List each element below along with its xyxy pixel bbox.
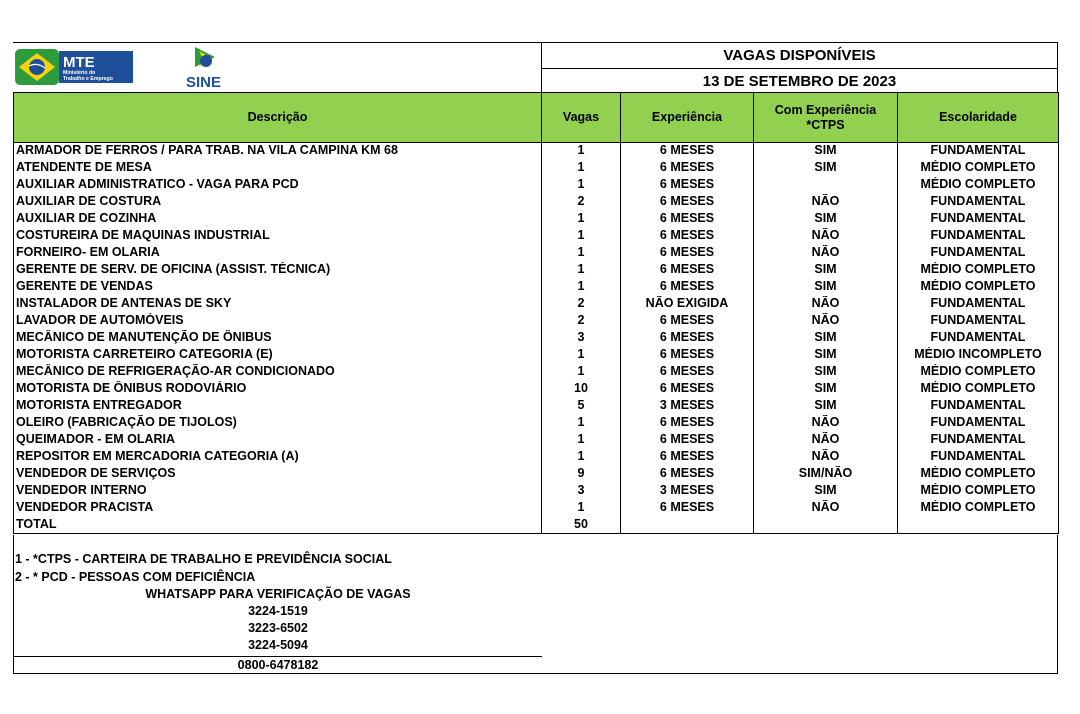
cell-escolaridade: FUNDAMENTAL <box>898 313 1059 330</box>
cell-escolaridade: FUNDAMENTAL <box>898 296 1059 313</box>
total-label: TOTAL <box>14 517 542 534</box>
page-date: 13 DE SETEMBRO DE 2023 <box>542 68 1057 93</box>
cell-experiencia: 6 MESES <box>621 381 754 398</box>
cell-descricao: ARMADOR DE FERROS / PARA TRAB. NA VILA CAMPINA KM 68 <box>14 143 542 160</box>
cell-descricao: MOTORISTA ENTREGADOR <box>14 398 542 415</box>
cell-vagas: 1 <box>542 228 621 245</box>
cell-experiencia: 6 MESES <box>621 279 754 296</box>
cell-descricao: MECÂNICO DE REFRIGERAÇÃO-AR CONDICIONADO <box>14 364 542 381</box>
cell-vagas: 9 <box>542 466 621 483</box>
table-row <box>14 211 1059 228</box>
cell-escolaridade: FUNDAMENTAL <box>898 432 1059 449</box>
logo-header <box>13 42 541 92</box>
cell-escolaridade: FUNDAMENTAL <box>898 330 1059 347</box>
cell-vagas: 1 <box>542 364 621 381</box>
cell-experiencia: NÃO EXIGIDA <box>621 296 754 313</box>
table-row <box>14 483 1059 500</box>
cell-vagas: 1 <box>542 347 621 364</box>
cell-ctps: NÃO <box>754 228 898 245</box>
cell-ctps: SIM <box>754 364 898 381</box>
table-row <box>14 364 1059 381</box>
cell-descricao: VENDEDOR INTERNO <box>14 483 542 500</box>
cell-ctps: SIM/NÃO <box>754 466 898 483</box>
total-vagas: 50 <box>542 517 621 534</box>
cell-descricao: COSTUREIRA DE MAQUINAS INDUSTRIAL <box>14 228 542 245</box>
cell-descricao: QUEIMADOR - EM OLARIA <box>14 432 542 449</box>
cell-ctps: SIM <box>754 347 898 364</box>
cell-experiencia: 6 MESES <box>621 262 754 279</box>
cell-escolaridade: MÉDIO COMPLETO <box>898 483 1059 500</box>
cell-experiencia: 6 MESES <box>621 143 754 160</box>
col-header-descricao: Descrição <box>14 93 542 143</box>
table-row <box>14 160 1059 177</box>
cell-escolaridade: FUNDAMENTAL <box>898 449 1059 466</box>
cell-ctps: SIM <box>754 279 898 296</box>
cell-descricao: GERENTE DE SERV. DE OFICINA (ASSIST. TÉCNICA) <box>14 262 542 279</box>
phone-4: 0800-6478182 <box>237 658 319 672</box>
cell-vagas: 1 <box>542 279 621 296</box>
cell-descricao: MOTORISTA CARRETEIRO CATEGORIA (E) <box>14 347 542 364</box>
cell-experiencia: 6 MESES <box>621 194 754 211</box>
cell-vagas: 1 <box>542 415 621 432</box>
table-header-row <box>14 93 1059 143</box>
cell-vagas: 1 <box>542 500 621 517</box>
mte-logo <box>15 47 133 87</box>
table-row <box>14 432 1059 449</box>
cell-escolaridade: FUNDAMENTAL <box>898 194 1059 211</box>
cell-ctps <box>754 177 898 194</box>
cell-experiencia: 6 MESES <box>621 466 754 483</box>
cell-vagas: 1 <box>542 143 621 160</box>
cell-vagas: 1 <box>542 245 621 262</box>
cell-experiencia: 6 MESES <box>621 228 754 245</box>
cell-descricao: AUXILIAR DE COSTURA <box>14 194 542 211</box>
table-row <box>14 228 1059 245</box>
total-exp <box>621 517 754 534</box>
col-header-experiencia: Experiência <box>621 93 754 143</box>
cell-ctps: SIM <box>754 330 898 347</box>
cell-escolaridade: MÉDIO COMPLETO <box>898 466 1059 483</box>
cell-experiencia: 6 MESES <box>621 313 754 330</box>
cell-experiencia: 3 MESES <box>621 483 754 500</box>
phone-2: 3223-6502 <box>248 621 308 635</box>
cell-escolaridade: MÉDIO COMPLETO <box>898 177 1059 194</box>
sine-logo-text: SINE <box>186 74 222 91</box>
cell-vagas: 1 <box>542 211 621 228</box>
cell-experiencia: 6 MESES <box>621 364 754 381</box>
table-row <box>14 398 1059 415</box>
cell-descricao: MECÂNICO DE MANUTENÇÃO DE ÔNIBUS <box>14 330 542 347</box>
cell-ctps: NÃO <box>754 432 898 449</box>
cell-vagas: 5 <box>542 398 621 415</box>
cell-vagas: 10 <box>542 381 621 398</box>
footer-divider <box>14 656 542 657</box>
cell-experiencia: 6 MESES <box>621 500 754 517</box>
cell-vagas: 1 <box>542 160 621 177</box>
table-row <box>14 262 1059 279</box>
col-header-ctps: Com Experiência *CTPS <box>754 93 898 143</box>
cell-ctps: NÃO <box>754 500 898 517</box>
table-row <box>14 143 1059 160</box>
cell-ctps: SIM <box>754 262 898 279</box>
cell-vagas: 1 <box>542 449 621 466</box>
cell-ctps: SIM <box>754 160 898 177</box>
cell-ctps: NÃO <box>754 194 898 211</box>
cell-escolaridade: MÉDIO INCOMPLETO <box>898 347 1059 364</box>
cell-ctps: SIM <box>754 381 898 398</box>
total-row <box>14 517 1059 534</box>
table-row <box>14 415 1059 432</box>
cell-escolaridade: MÉDIO COMPLETO <box>898 500 1059 517</box>
phone-3: 3224-5094 <box>248 638 308 652</box>
cell-ctps: SIM <box>754 398 898 415</box>
cell-ctps: NÃO <box>754 415 898 432</box>
cell-escolaridade: MÉDIO COMPLETO <box>898 160 1059 177</box>
cell-experiencia: 3 MESES <box>621 398 754 415</box>
cell-descricao: AUXILIAR ADMINISTRATICO - VAGA PARA PCD <box>14 177 542 194</box>
table-row <box>14 313 1059 330</box>
cell-experiencia: 6 MESES <box>621 432 754 449</box>
cell-vagas: 1 <box>542 262 621 279</box>
cell-descricao: VENDEDOR DE SERVIÇOS <box>14 466 542 483</box>
total-ctps <box>754 517 898 534</box>
cell-escolaridade: FUNDAMENTAL <box>898 143 1059 160</box>
svg-text:Ministério do: Ministério do <box>63 70 96 76</box>
cell-ctps: NÃO <box>754 296 898 313</box>
cell-descricao: INSTALADOR DE ANTENAS DE SKY <box>14 296 542 313</box>
cell-escolaridade: FUNDAMENTAL <box>898 211 1059 228</box>
table-row <box>14 381 1059 398</box>
cell-vagas: 1 <box>542 177 621 194</box>
cell-descricao: VENDEDOR PRACISTA <box>14 500 542 517</box>
cell-ctps: SIM <box>754 211 898 228</box>
table-body <box>14 143 1059 534</box>
table-row <box>14 177 1059 194</box>
cell-experiencia: 6 MESES <box>621 245 754 262</box>
note-ctps: 1 - *CTPS - CARTEIRA DE TRABALHO E PREVIDÊNCIA SOCIAL <box>15 552 392 566</box>
mte-logo-text: MTE <box>63 54 95 71</box>
table-row <box>14 500 1059 517</box>
cell-vagas: 1 <box>542 432 621 449</box>
cell-escolaridade: MÉDIO COMPLETO <box>898 262 1059 279</box>
cell-escolaridade: FUNDAMENTAL <box>898 245 1059 262</box>
cell-experiencia: 6 MESES <box>621 177 754 194</box>
cell-experiencia: 6 MESES <box>621 330 754 347</box>
vacancy-sheet <box>13 42 1058 674</box>
footer-notes <box>13 535 1058 674</box>
whatsapp-title: WHATSAPP PARA VERIFICAÇÃO DE VAGAS <box>145 587 411 601</box>
cell-descricao: MOTORISTA DE ÔNIBUS RODOVIÁRIO <box>14 381 542 398</box>
cell-escolaridade: FUNDAMENTAL <box>898 398 1059 415</box>
table-row <box>14 194 1059 211</box>
cell-descricao: REPOSITOR EM MERCADORIA CATEGORIA (A) <box>14 449 542 466</box>
cell-ctps: NÃO <box>754 313 898 330</box>
cell-descricao: FORNEIRO- EM OLARIA <box>14 245 542 262</box>
total-esc <box>898 517 1059 534</box>
vacancies-table <box>13 92 1059 534</box>
cell-ctps: SIM <box>754 143 898 160</box>
table-row <box>14 330 1059 347</box>
table-row <box>14 449 1059 466</box>
page-title: VAGAS DISPONÍVEIS <box>723 47 876 64</box>
sine-logo <box>181 45 231 91</box>
table-row <box>14 347 1059 364</box>
cell-experiencia: 6 MESES <box>621 160 754 177</box>
cell-escolaridade: MÉDIO COMPLETO <box>898 364 1059 381</box>
svg-text:Trabalho e Emprego: Trabalho e Emprego <box>63 76 113 82</box>
col-header-escolaridade: Escolaridade <box>898 93 1059 143</box>
cell-descricao: GERENTE DE VENDAS <box>14 279 542 296</box>
cell-escolaridade: MÉDIO COMPLETO <box>898 381 1059 398</box>
phone-1: 3224-1519 <box>248 604 308 618</box>
cell-descricao: LAVADOR DE AUTOMÓVEIS <box>14 313 542 330</box>
cell-vagas: 2 <box>542 313 621 330</box>
cell-escolaridade: MÉDIO COMPLETO <box>898 279 1059 296</box>
table-row <box>14 279 1059 296</box>
cell-escolaridade: FUNDAMENTAL <box>898 228 1059 245</box>
table-row <box>14 296 1059 313</box>
cell-escolaridade: FUNDAMENTAL <box>898 415 1059 432</box>
cell-descricao: OLEIRO (FABRICAÇÃO DE TIJOLOS) <box>14 415 542 432</box>
col-header-vagas: Vagas <box>542 93 621 143</box>
cell-vagas: 3 <box>542 330 621 347</box>
note-pcd: 2 - * PCD - PESSOAS COM DEFICIÊNCIA <box>15 570 256 584</box>
table-row <box>14 245 1059 262</box>
cell-descricao: AUXILIAR DE COZINHA <box>14 211 542 228</box>
cell-descricao: ATENDENTE DE MESA <box>14 160 542 177</box>
cell-vagas: 2 <box>542 194 621 211</box>
cell-experiencia: 6 MESES <box>621 415 754 432</box>
cell-ctps: NÃO <box>754 449 898 466</box>
cell-ctps: NÃO <box>754 245 898 262</box>
cell-experiencia: 6 MESES <box>621 211 754 228</box>
cell-experiencia: 6 MESES <box>621 347 754 364</box>
cell-vagas: 3 <box>542 483 621 500</box>
cell-vagas: 2 <box>542 296 621 313</box>
cell-ctps: SIM <box>754 483 898 500</box>
title-block <box>541 42 1058 92</box>
cell-experiencia: 6 MESES <box>621 449 754 466</box>
table-row <box>14 466 1059 483</box>
